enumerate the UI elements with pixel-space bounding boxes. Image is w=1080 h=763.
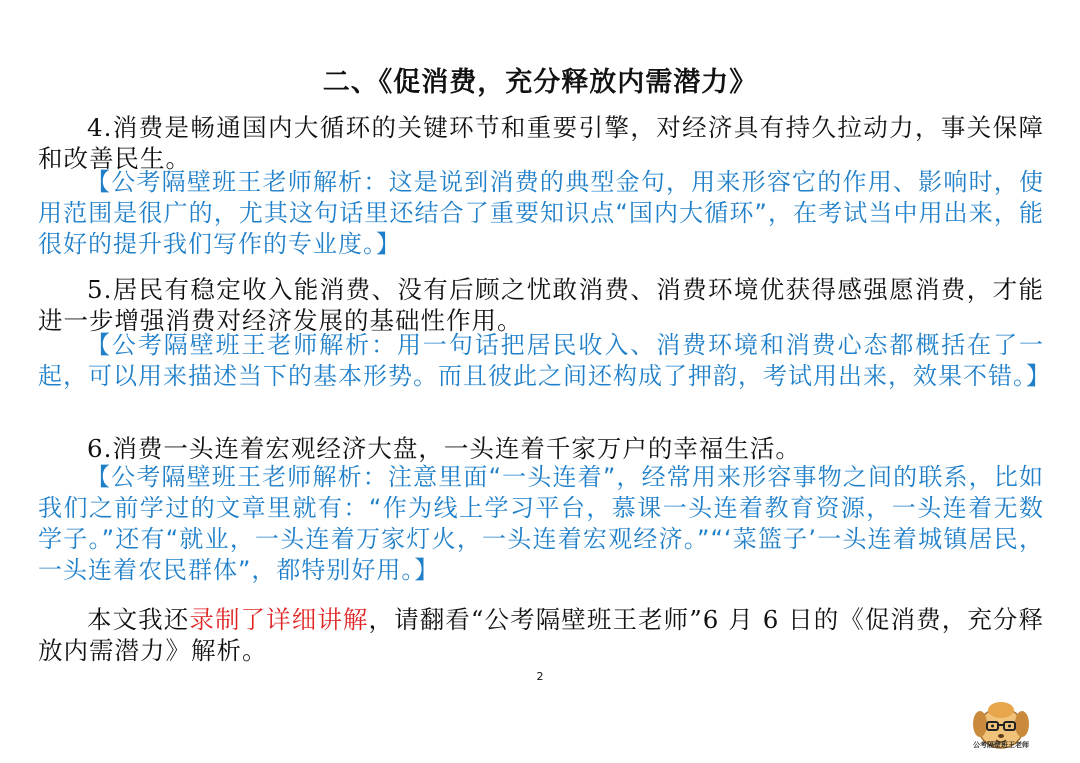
recording-highlight: 录制了详细讲解	[189, 605, 369, 634]
paragraph-4: 4.消费是畅通国内大循环的关键环节和重要引擎，对经济具有持久拉动力，事关保障和改善民生。	[38, 113, 1044, 173]
paragraph-6: 6.消费一头连着宏观经济大盘，一头连着千家万户的幸福生活。	[87, 434, 801, 463]
page-title: 二、《促消费，充分释放内需潜力》	[322, 67, 758, 98]
paragraph-5: 5.居民有稳定收入能消费、没有后顾之忧敢消费、消费环境优获得感强愿消费，才能进一步增强消费对经济发展的基础性作用。	[38, 275, 1044, 335]
analysis-note-5: 【公考隔壁班王老师解析：用一句话把居民收入、消费环境和消费心态都概括在了一起，可以用来描述当下的基本形势。而且彼此之间还构成了押韵，考试用出来，效果不错。】	[38, 331, 1051, 390]
closing-text-before: 本文我还	[87, 605, 190, 634]
analysis-note-6: 【公考隔壁班王老师解析：注意里面“一头连着”，经常用来形容事物之间的联系，比如我们之前学过的文章里就有：“作为线上学习平台，慕课一头连着教育资源，一头连着无数学子。”还有“就业，一头连着万家灯火，一头连着宏观经济。”“‘菜篮子’一头连着城镇居民，一头连着农民群体”，都特别好用。】	[38, 463, 1044, 584]
logo-caption: 公考隔壁班王老师	[973, 741, 1029, 749]
closing-paragraph	[38, 604, 1044, 666]
analysis-note-4: 【公考隔壁班王老师解析：这是说到消费的典型金句，用来形容它的作用、影响时，使用范围是很广的，尤其这句话里还结合了重要知识点“国内大循环”，在考试当中用出来，能很好的提升我们写作的专业度。】	[38, 168, 1044, 258]
closing-text-after: ，请翻看“公考隔壁班王老师”6 月 6 日的《促消费，充分释放内需潜力》解析。	[38, 605, 1045, 665]
page-number: 2	[536, 670, 544, 683]
